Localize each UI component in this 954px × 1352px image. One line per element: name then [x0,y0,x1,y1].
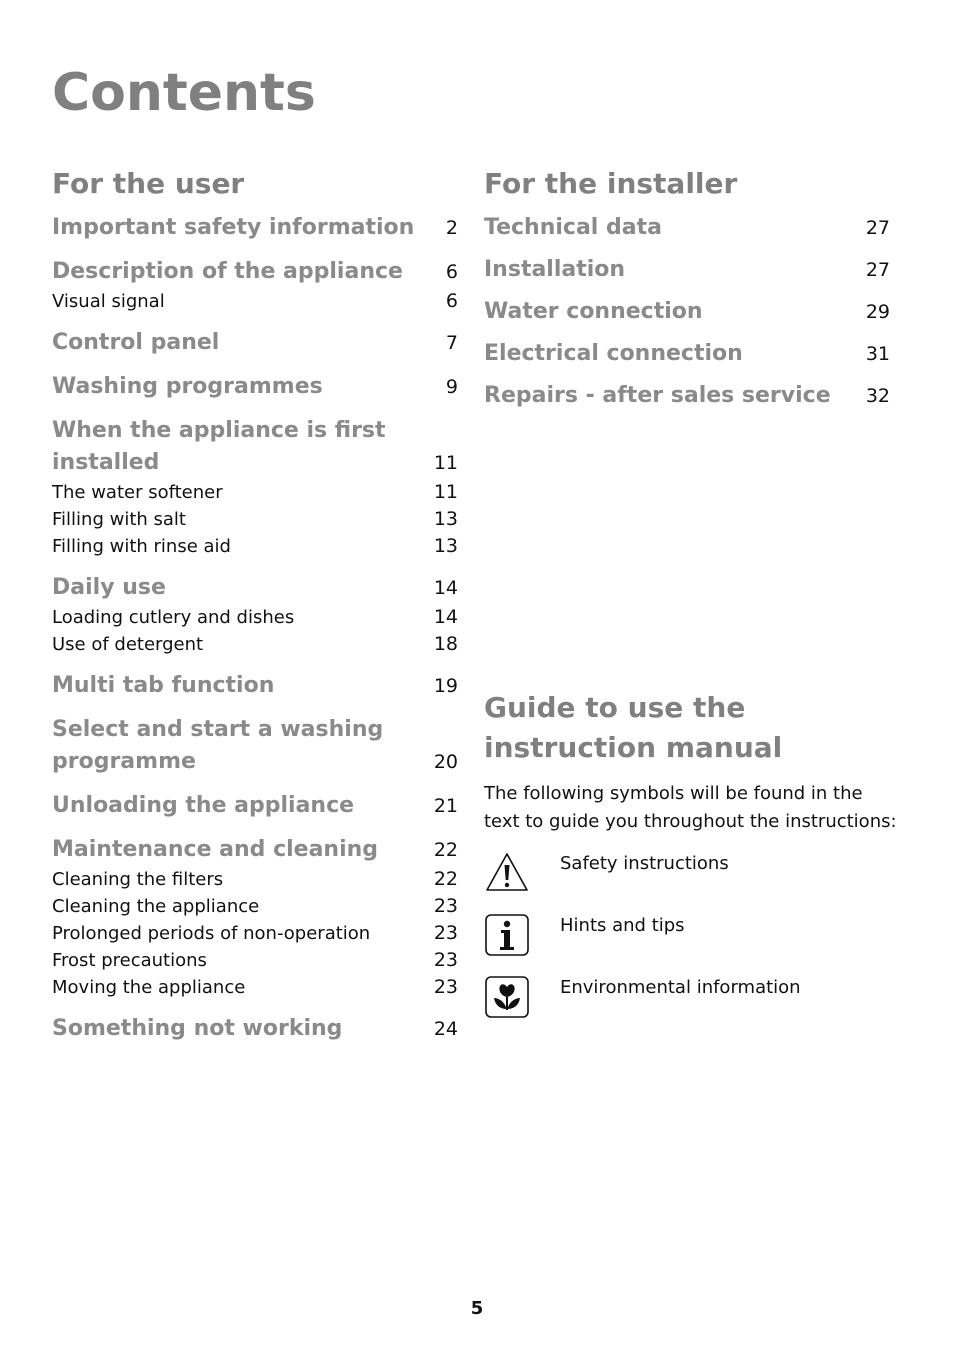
toc-entry[interactable] [484,212,890,244]
page-title: Contents [52,63,316,123]
toc-subentry[interactable] [52,479,458,506]
guide-intro-line: The following symbols will be found in the [484,783,863,804]
symbol-row-safety [484,850,904,896]
toc-entry-page: 31 [865,343,890,365]
toc-entry-page: 27 [865,259,890,281]
toc-entry-label: Important safety information [52,215,415,240]
toc-entry-page: 21 [433,795,458,817]
toc-subentry[interactable] [52,974,458,1001]
toc-subentry-label: Visual signal [52,291,165,312]
info-icon [484,912,530,958]
toc-entry-label: Unloading the appliance [52,793,355,818]
user-contents-column [52,166,458,1057]
toc-entry-page: 27 [865,217,890,239]
toc-group [52,256,458,315]
toc-subentry-label: Cleaning the appliance [52,896,260,917]
toc-entry-page: 6 [445,261,458,283]
toc-group [52,714,458,778]
toc-group [52,327,458,359]
toc-entry[interactable] [52,371,458,403]
toc-subentry-label: Prolonged periods of non-operation [52,923,371,944]
toc-subentry[interactable] [52,631,458,658]
symbol-label: Environmental information [560,977,801,998]
toc-entry[interactable] [52,572,458,604]
toc-group [484,380,890,412]
toc-entry[interactable] [52,415,458,479]
toc-entry[interactable] [52,834,458,866]
toc-subentry[interactable] [52,604,458,631]
symbol-row-hints [484,912,904,958]
toc-group [484,296,890,328]
toc-subentry[interactable] [52,506,458,533]
toc-group [52,415,458,560]
toc-entry-label: Daily use [52,575,166,600]
toc-subentry[interactable] [52,947,458,974]
guide-heading-line: Guide to use the [484,691,746,724]
toc-entry[interactable] [52,256,458,288]
toc-entry[interactable] [484,296,890,328]
toc-subentry-page: 14 [433,606,458,628]
guide-heading [484,688,904,768]
toc-group [52,670,458,702]
toc-subentry-page: 6 [445,290,458,312]
toc-subentry[interactable] [52,533,458,560]
toc-subentry[interactable] [52,893,458,920]
toc-entry-label: Water connection [484,299,703,324]
user-contents-list [52,212,458,1045]
toc-subentry-page: 13 [433,535,458,557]
toc-group [484,212,890,244]
installer-contents-list [484,212,890,412]
toc-group [52,212,458,244]
toc-entry-label: Select and start a washing programme [52,717,384,774]
toc-entry[interactable] [52,327,458,359]
toc-entry-page: 7 [445,332,458,354]
toc-group [52,834,458,1001]
toc-subentry-label: Use of detergent [52,634,204,655]
symbol-label: Safety instructions [560,853,729,874]
guide-section [484,688,904,1036]
toc-entry[interactable] [484,338,890,370]
guide-heading-line: instruction manual [484,731,783,764]
toc-subentry-label: Loading cutlery and dishes [52,607,295,628]
toc-group [52,1013,458,1045]
toc-entry-label: Multi tab function [52,673,275,698]
toc-subentry-page: 22 [433,868,458,890]
toc-entry-page: 9 [445,376,458,398]
toc-entry-label: Repairs - after sales service [484,383,831,408]
toc-entry-label: Control panel [52,330,220,355]
toc-entry[interactable] [484,380,890,412]
toc-subentry[interactable] [52,920,458,947]
toc-group [52,790,458,822]
toc-entry-page: 32 [865,385,890,407]
toc-subentry-page: 11 [433,481,458,503]
toc-entry-label: Installation [484,257,626,282]
toc-entry[interactable] [52,1013,458,1045]
toc-entry-page: 22 [433,839,458,861]
toc-entry-page: 24 [433,1018,458,1040]
toc-subentry-label: Cleaning the filters [52,869,224,890]
guide-intro [484,780,904,836]
warning-triangle-icon [484,850,530,896]
toc-group [484,254,890,286]
toc-entry-label: Description of the appliance [52,259,403,284]
toc-entry-label: Technical data [484,215,662,240]
flower-icon [484,974,530,1020]
symbol-label: Hints and tips [560,915,685,936]
toc-subentry-label: Frost precautions [52,950,207,971]
toc-entry[interactable] [52,790,458,822]
toc-entry-page: 11 [433,452,458,474]
toc-subentry-page: 13 [433,508,458,530]
symbol-row-environment [484,974,904,1020]
user-section-heading: For the user [52,167,245,200]
toc-subentry-label: The water softener [52,482,223,503]
toc-group [52,572,458,658]
toc-group [484,338,890,370]
toc-entry-page: 14 [433,577,458,599]
toc-subentry-page: 23 [433,949,458,971]
toc-entry-page: 2 [445,217,458,239]
toc-entry-label: Washing programmes [52,374,323,399]
toc-subentry-page: 23 [433,976,458,998]
toc-entry-page: 20 [433,751,458,773]
toc-subentry-page: 23 [433,922,458,944]
toc-entry[interactable] [52,670,458,702]
toc-entry[interactable] [52,714,458,778]
toc-entry[interactable] [52,212,458,244]
toc-subentry[interactable] [52,288,458,315]
toc-entry-page: 19 [433,675,458,697]
toc-subentry-page: 23 [433,895,458,917]
toc-entry-label: Something not working [52,1016,343,1041]
toc-subentry-label: Moving the appliance [52,977,246,998]
installer-section-heading: For the installer [484,167,738,200]
toc-entry-page: 29 [865,301,890,323]
guide-intro-line: text to guide you throughout the instructions: [484,811,897,832]
toc-entry[interactable] [484,254,890,286]
page-number: 5 [470,1298,484,1319]
toc-subentry-label: Filling with rinse aid [52,536,231,557]
toc-entry-label: When the appliance is first installed [52,418,386,475]
toc-group [52,371,458,403]
toc-subentry-page: 18 [433,633,458,655]
toc-subentry[interactable] [52,866,458,893]
toc-entry-label: Electrical connection [484,341,743,366]
toc-entry-label: Maintenance and cleaning [52,837,379,862]
installer-contents-column [484,166,890,422]
toc-subentry-label: Filling with salt [52,509,186,530]
